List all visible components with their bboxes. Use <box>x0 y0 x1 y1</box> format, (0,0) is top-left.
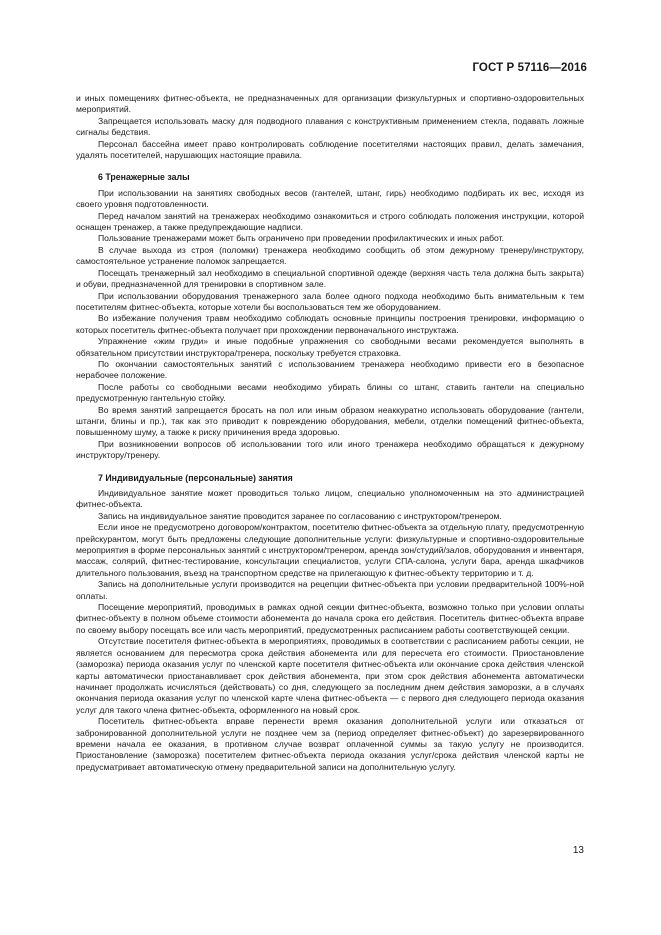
page-number: 13 <box>572 845 584 856</box>
section-6-paragraph: Во избежание получения травм необходимо соблюдать основные принципы построения тренировки, информацию о которых посетитель фитнес-объекта получает при прохождении первоначального инструктажа. <box>76 313 584 335</box>
section-6-paragraph: Упражнение «жим груди» и иные подобные упражнения со свободными весами рекомендуется выполнять в обязательном присутствии инструктора/тренера, поскольку требуется страховка. <box>76 336 584 358</box>
section-6-paragraph: При использовании на занятиях свободных весов (гантелей, штанг, гирь) необходимо подбирать их вес, исходя из своего уровня подготовленности. <box>76 187 584 210</box>
section-7-heading: 7 Индивидуальные (персональные) занятия <box>98 472 293 483</box>
section-7-paragraph: Индивидуальное занятие может проводиться только лицом, специально уполномоченным на это администрацией фитнес-объекта. <box>76 488 584 510</box>
section-6-paragraph: По окончании самостоятельных занятий с использованием тренажера необходимо привести его в безопасное нерабочее положение. <box>76 358 584 381</box>
intro-paragraph: и иных помещениях фитнес-объекта, не предназначенных для организации физкультурных и спортивно-оздоровительных мероприятий. <box>76 93 584 115</box>
section-6-paragraph: После работы со свободными весами необходимо убирать блины со штанг, ставить гантели на специально предусмотренную гантельную стойку. <box>76 381 584 404</box>
section-7-paragraph: Если иное не предусмотрено договором/контрактом, посетителю фитнес-объекта за отдельную плату, предусмотренную прейскурантом, могут быть предложены следующие дополнительные услуги: физкультурные и спортивно-оздоровительные мероприятия в форме персональных занятий с инструктором/тренером, аренда зон/студий/залов, оборудования и инвентаря, массаж, солярий, фитнес-тестирование, консультации специалистов, услуги СПА-салона, услуги бара, аренда шкафчиков длительного пользования, въезд на транспортном средстве на прилегающую к фитнес-объекту территорию и т. д. <box>76 522 584 578</box>
section-6-paragraph: Во время занятий запрещается бросать на пол или иным образом неаккуратно использовать оборудование (гантели, штанги, блины и пр.), так как это приводит к повреждению оборудования, мебели, отделки помещений фитнес-объекта, повышенному шуму, а также к риску причинения вреда здоровью. <box>76 404 584 438</box>
section-6-paragraph: В случае выхода из строя (поломки) тренажера необходимо сообщить об этом дежурному тренеру/инструктору, самостоятельное устранение поломок запрещается. <box>76 244 584 267</box>
section-7-paragraph: Посетитель фитнес-объекта вправе перенести время оказания дополнительной услуги или отказаться от забронированной дополнительной услуги не позднее чем за (период определяет фитнес-объект) до зарезервированного времени начала ее оказания, в противном случае возврат оплаченной суммы за такую услугу не производится. Приостановление (заморозка) посетителем фитнес-объекта периода оказания услуг/срока действия членской карты не предусматривает автоматическую отмену предварительной записи на дополнительную услугу. <box>76 716 584 772</box>
section-7-paragraph: Отсутствие посетителя фитнес-объекта в мероприятиях, проводимых в соответствии с расписанием работы секции, не является основанием для пересмотра срока действия абонемента или для пересчета его стоимости. Приостановление (заморозка) периода оказания услуг по членской карте посетителя фитнес-объекта или окончание срока действия членской карты автоматически приостанавливает срок действия абонемента, при этом срок действия абонемента автоматически начинает продолжать исчисляться (действовать) со дня, следующего за последним днем действия заморозки, а в случаях окончания периода оказания услуг по членской карте члена фитнес-объекта — с первого дня следующего периода оказания услуг для такого члена фитнес-объекта, оформленного на новый срок. <box>76 636 584 715</box>
document-code: ГОСТ Р 57116—2016 <box>472 62 587 74</box>
section-7-paragraph: Запись на индивидуальное занятие проводится заранее по согласованию с инструктором/тренером. <box>98 510 502 521</box>
section-6-heading: 6 Тренажерные залы <box>98 172 190 183</box>
section-7-paragraph: Запись на дополнительные услуги производится на рецепции фитнес-объекта при условии предварительной 100%-ной оплаты. <box>76 579 584 601</box>
section-6-paragraph: Перед началом занятий на тренажерах необходимо ознакомиться и строго соблюдать положения инструкции, которой оснащен тренажер, а также предупреждающие надписи. <box>76 210 584 233</box>
section-7-paragraph: Посещение мероприятий, проводимых в рамках одной секции фитнес-объекта, возможно только при условии оплаты фитнес-объекту в полном объеме стоимости абонемента до начала срока его действия. Посетитель фитнес-объекта вправе по своему выбору посещать все или часть мероприятий, предусмотренных расписанием работы соответствующей секции. <box>76 602 584 635</box>
section-6-paragraph: При использовании оборудования тренажерного зала более одного подхода необходимо быть внимательным к тем посетителям фитнес-объекта, которые хотели бы воспользоваться тем же оборудованием. <box>76 290 584 312</box>
document-body <box>76 93 584 773</box>
section-6-paragraph: Посещать тренажерный зал необходимо в специальной спортивной одежде (верхняя часть тела должна быть закрыта) и обуви, предназначенной для тренировки в спортивном зале. <box>76 267 584 290</box>
section-6-paragraph: Пользование тренажерами может быть ограничено при проведении профилактических и иных работ. <box>98 233 505 244</box>
intro-paragraph: Персонал бассейна имеет право контролировать соблюдение посетителями настоящих правил, делать замечания, удалять посетителей, нарушающих настоящие правила. <box>76 138 584 161</box>
intro-paragraph: Запрещается использовать маску для подводного плавания с конструктивным применением стекла, подавать ложные сигналы бедствия. <box>76 115 584 138</box>
section-6-paragraph: При возникновении вопросов об использовании того или иного тренажера необходимо обращаться к дежурному инструктору/тренеру. <box>76 438 584 461</box>
